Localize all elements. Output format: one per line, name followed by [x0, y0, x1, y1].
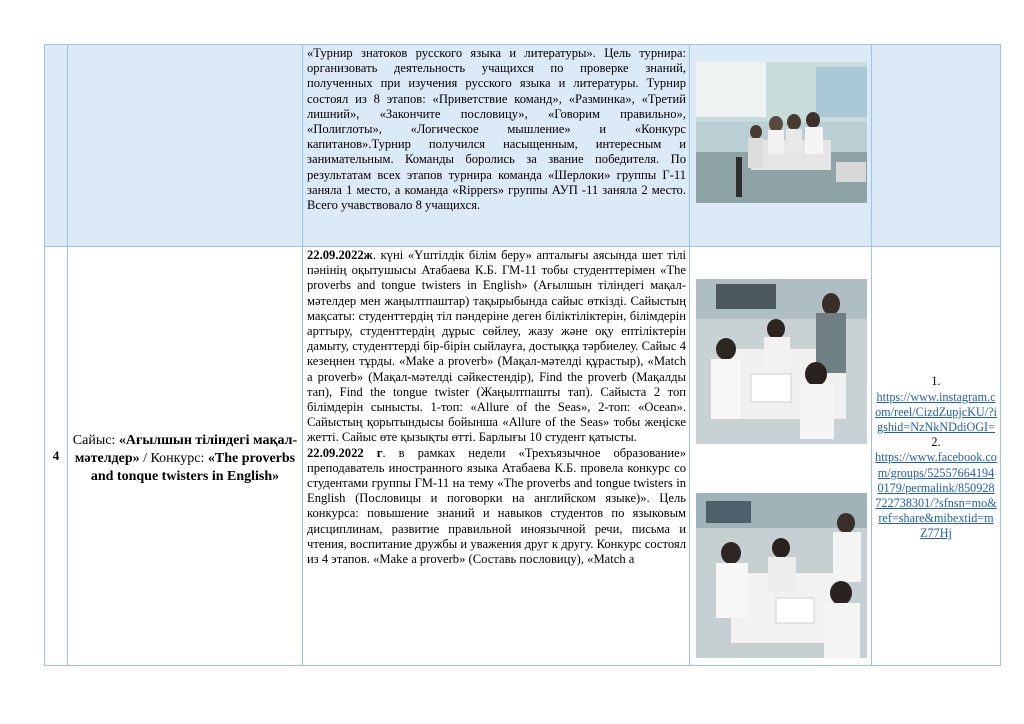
- title-kazakh: «Ағылшын тіліндегі мақал-мәтелдер»: [74, 433, 298, 466]
- row2-number-cell: [44, 246, 68, 666]
- row1-description: «Турнир знатоков русского языка и литературы». Цель турнира: организовать деятельность учащихся по проверке знаний, полученных при изучения русского языка и литературы. Турнир состоял из 8 этапов: «Приветствие команд», «Разминка», «Третий лишний», «Закончите пословицу», «Говорим правильно», «Полиглоты», «Логическое мышление» и «Конкурс капитанов».Турнир получился насыщенным, интересным и занимательным. Команды боролись за звание победителя. По результатам всех этапов турнира команда «Шерлоки» группы Г-11 заняла 1 место, а команда «Rippers» группы АУП -11 заняла 2 место. Всего учавствовало 8 учащихся.: [307, 46, 686, 213]
- title-english: «The proverbs and tonque twisters in English»: [90, 451, 296, 484]
- row2-links-cell: [871, 246, 1001, 666]
- row2-title-cell: [67, 246, 303, 666]
- row1-photo-cell: [689, 44, 872, 247]
- link2-number: 2.: [931, 435, 941, 450]
- title-prefix: Сайыс:: [72, 433, 119, 448]
- links-list: [875, 374, 997, 541]
- report-table: [44, 44, 1001, 666]
- row1-description-cell: [302, 44, 690, 247]
- instagram-link[interactable]: https://www.instagram.com/reel/CizdZupjcKU/?igshid=NzNkNDdiOGI=: [875, 389, 997, 434]
- event-title: [72, 432, 298, 486]
- row1-links-cell: [871, 44, 1001, 247]
- kazakh-description: 22.09.2022ж. күні «Үштілдік білім беру» апталығы аясында шет тілі пәнінің оқытушысы Атабаева К.Б. ГМ-11 тобы студенттерімен «The proverbs and tongue twisters in English» (Ағылшын тіліндегі мақал-мәтелдер мен жаңылтпаштар) тақырыбында сайыс өткізді. Сайыстың мақсаты: студенттердің тіл пәндеріне деген біліктіліктерін, білімдерін арттыру, студенттердің дұрыс сөйлеу, жазу және оқу ептіліктерін дамыту, студенттерді бір-бірін сыйлауға, достыққа тәрбиелеу. Сайыс 4 кезеңнен тұрды. «Make a proverb» (Мақал-мәтелді құрастыр), «Match a proverb» (Мақал-мәтелді сәйкестендір), Find the proverb (Мақалды тап), Find the tongue twister (Жаңылтпашты тап). Сайыста 2 топ білімдерін сынысты. 1-топ: «Allure of the Seas», 2-топ: «Ocean». Сайыстың қорытындысы бойынша «Allure of the Seas» тобы жеңіске жетті. Сайыс өте қызықты өтті. Барлығы 10 студент қатысты.: [307, 248, 686, 445]
- link1-number: 1.: [931, 374, 941, 389]
- contest-photo-1: [696, 279, 867, 444]
- facebook-link[interactable]: https://www.facebook.com/groups/525576641940179/permalink/850928722738301/?sfnsn=mo&ref=share&mibextid=mZ77Hj: [875, 450, 997, 541]
- russian-date: 22.09.2022 г: [307, 445, 383, 460]
- row-number: 4: [52, 448, 60, 463]
- row1-number-cell: [44, 44, 68, 247]
- tournament-photo: [696, 62, 867, 203]
- title-separator: / Конкурс:: [139, 451, 208, 466]
- row1-title-cell: [67, 44, 303, 247]
- row2-photo-cell: [689, 246, 872, 666]
- row2-description-cell: [302, 246, 690, 666]
- russian-description: 22.09.2022 г. в рамках недели «Трехъязычное образование» преподаватель иностранного языка Атабаева К.Б. провела конкурс со студентами группы ГМ-11 на тему «The proverbs and tongue twisters in English (Пословицы и поговорки на английском языке)». Цель конкурса: повышение знаний и навыков студентов по языковым дисциплинам, развитие правильной иноязычной речи, письма и чтения, воспитание дружбы и уважения друг к другу. Конкурс состоял из 4 этапов. «Make a proverb» (Составь пословицу), «Match a: [307, 445, 686, 567]
- kazakh-date: 22.09.2022ж: [307, 248, 373, 262]
- contest-photo-2: [696, 493, 867, 658]
